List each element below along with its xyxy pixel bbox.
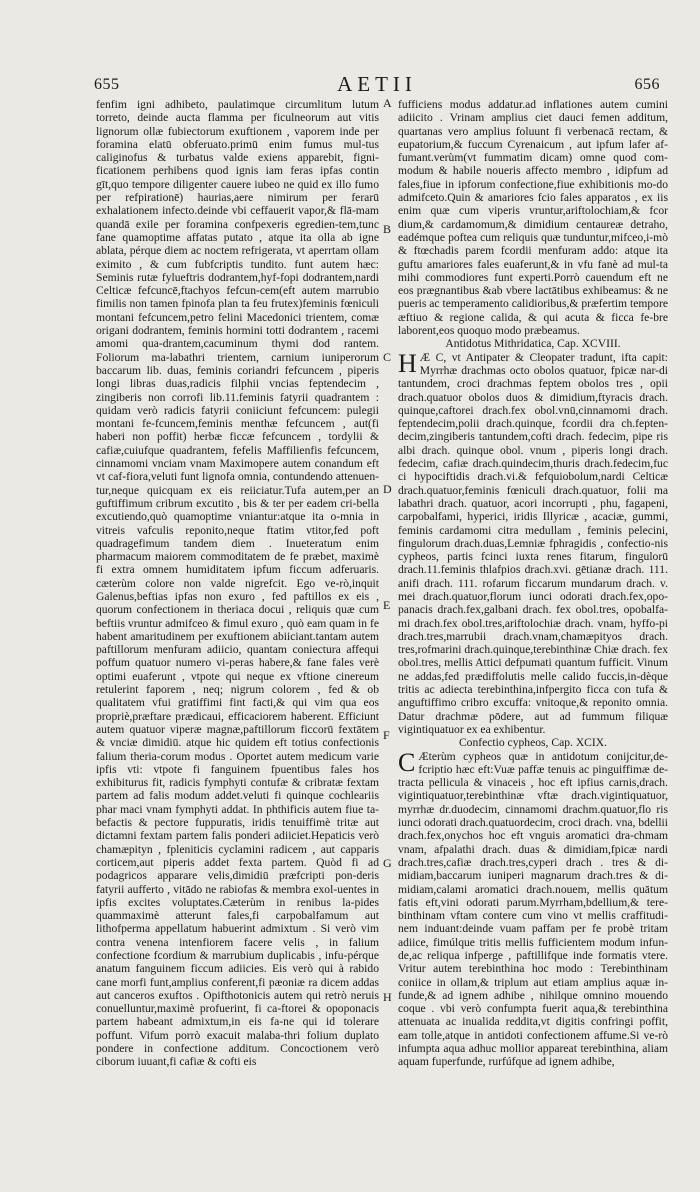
- margin-letter-g: G: [383, 856, 392, 870]
- running-title: AETII: [337, 72, 417, 96]
- left-page-number: 655: [94, 76, 120, 93]
- chapter-99-body: [398, 747, 668, 1069]
- chapter-99-text: Æterùm cypheos quæ in antidotum conijcitur,de-fcriptio hæc eft:Vuæ paffæ tenuis ac pinguiffimæ de-tracta pellicula & vinaceis , hoc eft ipfius carnis,drach. vigintiquatuor,terebinthinæ vftæ drach.vigintiquatuor, myrrhæ dr.duodecim, cinnamomi drachm.quatuor,flo ris iunci odorati drach.quatuordecim, croci drach. vna, bdellii drach.fex,onychos hoc eft vnguis aromatici dra-chmam vnam, afpalathi drach. duas & dimidiam,fpicæ nardi drach.tres,cafiæ drach.tres,cyperi drach . tres & di-midiam,baccarum iuniperi magnarum drach.tres & di-midiam,calami aromatici drach.nouem, mellis quātum fatis eft,vini odorati parum.Myrrham,bdellium,& tere-binthinam vftam contere cum vino vt mellis craffitudi-nem induant:deinde vuam paffam per fe probè tritam adiice, fimúlque tritis mellis fufficientem modum infun-de,ac reliqua infperge , paftillifque inde formatis vtere. Vritur autem terebinthina hoc modo : Terebinthinam coniice in ollam,& triplum aut etiam amplius aquæ in-funde,& ad ignem adhibe , nihilque omnino mouendo coque . vbi verò confumpta fuerit aqua,& terebinthina attenuata ac inualida reddita,vt digitis confringi poffit, eam tolle,atque in antidoti confectionem affume.Si ve-rò infumpta aqua adhuc mollior appareat terebinthina, aliam aquam fuperfunde, rurfúfque ad ignem adhibe,: [398, 749, 668, 1069]
- chapter-98-body: [398, 348, 668, 737]
- margin-letter-e: E: [383, 598, 391, 612]
- chapter-98-heading: Antidotus Mithridatica, Cap. XCVIII.: [445, 337, 621, 351]
- right-page-number: 656: [634, 76, 660, 93]
- margin-letter-f: F: [383, 728, 390, 742]
- margin-letter-a: A: [383, 96, 392, 110]
- left-column-text: fenfim igni adhibeto, paulatimque circumlitum lutum torreto, deinde aucta flamma per ficulneorum aut vitis lignorum ollæ fubiectorum exuftionem , vaporem inde per foramina elatū obferuato.primū enim fumus mul-tus caliginofus & turbatus valde exiens apparebit, figni-ficationem perhibens quod ignis iam feras ipfas contin gīt,quo tempore diligenter cauere iubeo ne quid ex illo fumo per refpirationē) haurias,aere nimirum per ferarū exhalationem infecto.deinde vbi ceffauerit vapor,& flā-mam quandā exile per foramina confpexeris egredien-tem,tunc fane quamoptime affatas putato , atque ita olla ab igne ablata, pérque diem ac noctem refrigerata, vt aperrtam ollam eximito , & cum fubfcriptis tundito. funt autem hæc: Seminis rutæ fylueftris dodrantem,hyf-fopi dodrantem,nardi Celticæ fefcuncē,ftachyos fefcun-cem(eft autem marrubio fimilis non tamen fpinofa plan ta feu frutex)feminis fœniculi montani fefcuncem,petro felini Macedonici trientem, comæ origani dodrantem, feminis hormini totti dodrantem , racemi amomi qua-drantem,cacuminum thymi dod rantem. Foliorum ma-labathri trientem, carnium iuniperorum baccarum lib. duas, feminis coriandri fefcuncem , piperis longi libras duas,radicis filphii vncias feptendecim , zingiberis non corrofi lib.11.feminis fatyrii quadrantem : quidam verò radicis fatyrii coniiciunt fefcuncem: pulegii montani fe-fcuncem,feminis menthæ fefcuncem , aut(fi haberi non poffit) herbæ ficcæ fefcuncem , tordylii & cafiæ,cuiufque quadrantem, fefelis Maffilienfis fefcuncem, cinnamomi vnciam vnam Maximopere autem conandum eft vt caf-fiora,veluti funt lignofa omnia, contundendo attenuen-tur,neque quicquam ex eis reiiciatur.Tufa autem,per an guftiffimum cribrum excutito , bis & ter per eadem cri-bella excutiendo,quò quamoptime vniantur:atque ita o-mnia in vitreis vafculis reponito,neque ftatim vtitor,fed poft quadragefimum tandem diem . Inueteratum enim pharmacum maiorem commoditatem de fe præbet, maximè fi extra omnem humiditatem ipfum ficcum adferuaris. cæterùm colore non valde nigrefcit. Ego ve-rò,inquit Galenus,beftias ipfas non exuro , fed paftillos ex eis , quorum confectionem in theriaca docui , reliquis quæ cum beftiis vruntur admifceo & fimul exuro , quò eam quam in fe habent amaritudinem per exuftionem abiiciant.tantam autem paftillorum menfuram adiicio, quantam coniectura affequi poffum quatuor numero vi-peras habere,& fane fales verè optimi euaferunt , vtpote qui neque ex vftione cinereum retulerint faporem , neq; nigrum colorem , fed & ob qualitatem vfui gratiffimi fint facti,& qui vim qua eos propriè,præftare prædicaui, efficaciorem haberent. Efficiunt autem quatuor viperæ magnæ,paftillorum ficcorū fextātem & vnciæ dimidiū. atque hic quidem eft totius confectionis falium theria-corum modus . Oportet autem medicum varie ipfis vti: vtpote fi fanguinem fpuentibus fales hos exhibiturus fit, radicis fymphyti contufæ & cribratæ fextam partem ad falis modum addet.veluti fi quinque cochleariis phar maci vnam fymphyti addat. In phthificis autem fiue ta-befactis & pectore fuppuratis, iridis tenuiffimè tritæ aut dictamni fextam partem falis ponderi adiiciet.Hepaticis verò chamæpityn , fpleniticis cyclamini radicem , aut capparis corticem,aut piperis addet fexta partem. Quòd fi ad podagricos apparare velis,dimidiū præfcripti pon-deris fatyrii aufferto , vitādo ne rabiofas & membra exol-uentes in ipfis excites voluptates.Cæterùm in renibus la-pides quammaximè atterunt fales,fi carpobalfamum aut lithofperma appellatum habuerint admixtum . Si verò vim contra venena intenfiorem facere velis , in falium confectione fcordium & marrubium duplicabis , infu-pérque anatum fanguinem ficcum adiicies. Eis verò qui à rabido cane morfi funt,amplius conferent,fi pæoniæ ra dicem addas aut canceros exuftos . Opifthotonicis autem qui retrò neruis conuelluntur,maximè profuerint, fi ca-ftorei & opoponacis partem habeant admixtum,in eis fa-ne qui id tolerare poffunt. Vifum porrò exacuit malaba-thri folium duplato pondere in confectione additum. Concoctionem verò ciborum iuuant,fi cafiæ & cofti eis: [96, 98, 379, 1069]
- margin-letter-d: D: [383, 482, 392, 496]
- margin-letter-b: B: [383, 222, 392, 236]
- left-column: [96, 98, 379, 1069]
- chapter-99-heading: Confectio cypheos, Cap. XCIX.: [458, 736, 608, 750]
- right-column-intro: fufficiens modus addatur.ad inflationes autem cumini adiicito . Vrinam amplius ciet dauci femen additum, quartanas vero amplius foluunt fi verbenacā rectam, & eupatorium,& fuccum Cyrenaicum , aut ipfum lafer af-fumant.verùm(vt fummatim dicam) omne quod com-modum & habile noueris affecto membro , idipfum ad fales,fiue in ipforum confectione,fiue exhibitionis mo-do admifceto.Quin & amariores fcio fales apparatos , ex iis enim quæ cum viperis vruntur,ariftolochiam,& fcor dium,& cardamomum,& dimidium centaureæ detraho, eadémque poftea cum reliquis quæ tunduntur,mifceo,i-mò & ftœchadis parem fcordii menfuram addo: atque ita guftu amariores fales euaferunt,& in vfu fanè ad mul-ta mihi commodiores funt experti.Porrò cauendum eft ne eos prægnantibus &ab vbere lactātibus exhibeamus: & ne pueris ac temperamento calidioribus,& præfertim tempore æftiuo & regione calida, & qui acuta & ficca fe-bre laborent,eos quoquo modo præbeamus.: [398, 98, 668, 338]
- running-header: [94, 72, 660, 98]
- margin-letter-h: H: [383, 990, 392, 1004]
- margin-letter-c: C: [383, 350, 392, 364]
- chapter-98-text: Æ C, vt Antipater & Cleopater tradunt, ifta capit: Myrrhæ drachmas octo obolos quatuor, fpicæ nar-di tantundem, croci drachmas feptem obolos tres , opii drach.quatuor obolos duos & dimidium,ftyracis drach. quinque,caftorei drach.fex obol.vnū,cinnamomi drach. feptendecim,polii drach.quinque, fcordii dra ch.fepten-decim,zingiberis tantundem,cofti drach. fedecim, pipe ris albi drach. quinque obol. vnum , piperis longi drach. fedecim, cafiæ drach.quindecim,thuris drach.fedecim,fuc ci hypociftidis drach.vi.& fefquiobolum,nardi Celticæ drach.quatuor,feminis fœniculi drach.quatuor, folii ma labathri drach. quatuor, acori incorrupti , phu, fagapeni, carpobalfami, hyperici, iridis Illyricæ , acaciæ, gummi, feminis cardamomi citra medullam , feminis pelecini, fingulorum drach.duas,Lemniæ fphragidis , confectio-nis cypheos, partis fcinci iuxta renes fitarum, fingulorū drach.11.feminis thlafpios drach.xvi. gētianæ drach. 111. anifi drach. 111. rofarum ficcarum mundarum drach. v. mei drach.quatuor,florum iunci odorati drach.fex,opo-panacis drach.fex,galbani drach. fex obol.tres, opobalfa-mi drach.fex obol.tres,ariftolochiæ drach. vnam, hyffo-pi drach.tres,marrubii drach.vnam,chamæpityos drach. tres,rofmarini drach.quinque,terebinthinæ Chiæ drach. fex obol.tres, mellis Attici defpumati quantum fufficit. Vinum ne addas,fed prædiffolutis melle calido fuccis,in-dèque tritis ac adiecta terebinthina,infpergito ficca con tufa & anguftiffimo cribro excuffa: vnitoque,& reponito omnia. Datur drachmæ pōdere, aut ad fummum filiquæ vigintiquatuor ex ea exhibentur.: [398, 350, 668, 736]
- chapter-99-initial: C: [398, 747, 416, 777]
- chapter-98-initial: H: [398, 348, 417, 378]
- right-column: [398, 98, 668, 1069]
